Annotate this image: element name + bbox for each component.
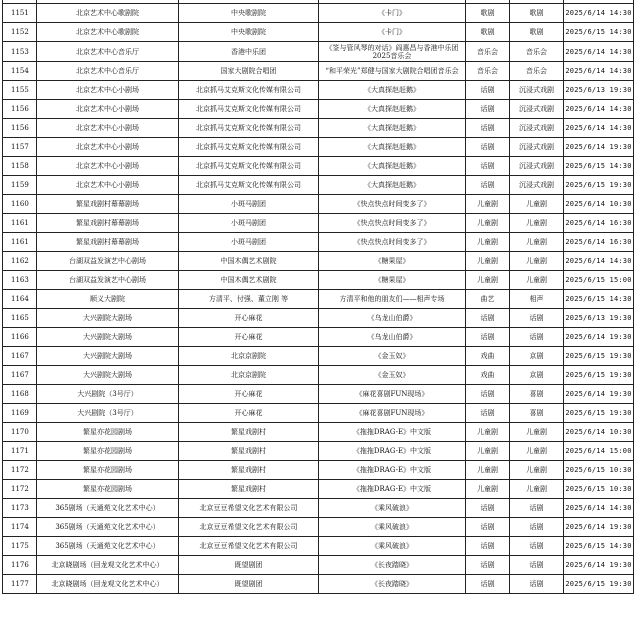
- cell-type: 儿童剧: [510, 271, 564, 290]
- cell-title: 《长夜踏晓》: [319, 556, 466, 575]
- cell-no: 1161: [3, 214, 37, 233]
- cell-no: 1153: [3, 42, 37, 62]
- cell-title: 《筌与管风琴的对话》阎惠昌与香港中乐团2025音乐会: [319, 42, 466, 62]
- cell-organizer: 北京豆豆希望文化艺术有限公司: [179, 537, 319, 556]
- cell-title: 《快点快点时间变多了》: [319, 233, 466, 252]
- cell-type: 歌剧: [510, 4, 564, 23]
- cell-type: 儿童剧: [510, 442, 564, 461]
- performance-schedule-table: [2, 0, 634, 594]
- cell-category: 儿童剧: [466, 442, 510, 461]
- cell-no: 1166: [3, 328, 37, 347]
- schedule-sheet: [2, 0, 638, 594]
- cell-organizer: 开心麻花: [179, 404, 319, 423]
- cell-venue: 大兴剧院大剧场: [37, 309, 179, 328]
- cell-category: 话剧: [466, 176, 510, 195]
- cell-organizer: 方清平、付强、董立刚 等: [179, 290, 319, 309]
- cell-category: 歌剧: [466, 4, 510, 23]
- cell-title: 《大真探赵赶鹅》: [319, 100, 466, 119]
- table-row: [3, 138, 634, 157]
- cell-organizer: 北京抓马艾克斯文化传媒有限公司: [179, 176, 319, 195]
- cell-organizer: 国家大剧院合唱团: [179, 62, 319, 81]
- cell-no: 1164: [3, 290, 37, 309]
- cell-title: 《拖拖DRAG-E》中文版: [319, 423, 466, 442]
- cell-type: 京剧: [510, 347, 564, 366]
- table-row: [3, 100, 634, 119]
- cell-venue: 繁星亦花园剧场: [37, 480, 179, 499]
- cell-time: 2025/6/14 10:30: [564, 195, 634, 214]
- cell-venue: 365剧场（天通苑文化艺术中心）: [37, 499, 179, 518]
- table-row: [3, 575, 634, 594]
- cell-category: 儿童剧: [466, 195, 510, 214]
- cell-title: 《糖果屋》: [319, 252, 466, 271]
- cell-type: 喜剧: [510, 385, 564, 404]
- cell-title: 《大真探赵赶鹅》: [319, 119, 466, 138]
- cell-no: 1170: [3, 423, 37, 442]
- cell-title: 《大真探赵赶鹅》: [319, 176, 466, 195]
- cell-no: 1154: [3, 62, 37, 81]
- cell-no: 1159: [3, 176, 37, 195]
- cell-no: 1151: [3, 4, 37, 23]
- cell-time: 2025/6/15 10:30: [564, 480, 634, 499]
- cell-title: 《乘风破浪》: [319, 518, 466, 537]
- cell-venue: 繁星戏剧村幕幕剧场: [37, 195, 179, 214]
- table-row: [3, 442, 634, 461]
- cell-type: 音乐会: [510, 62, 564, 81]
- cell-no: 1167: [3, 366, 37, 385]
- cell-venue: 365剧场（天通苑文化艺术中心）: [37, 537, 179, 556]
- table-row: [3, 385, 634, 404]
- table-row: [3, 271, 634, 290]
- cell-venue: 繁星亦花园剧场: [37, 423, 179, 442]
- cell-type: 沉浸式戏剧: [510, 138, 564, 157]
- cell-time: 2025/6/15 19:30: [564, 176, 634, 195]
- cell-type: 话剧: [510, 518, 564, 537]
- cell-category: 戏曲: [466, 366, 510, 385]
- cell-venue: 北京艺术中心歌剧院: [37, 23, 179, 42]
- cell-venue: 北京艺术中心小剧场: [37, 138, 179, 157]
- cell-type: 话剧: [510, 556, 564, 575]
- cell-venue: 北京晓剧场（回龙观文化艺术中心）: [37, 575, 179, 594]
- cell-type: 儿童剧: [510, 423, 564, 442]
- table-row: [3, 252, 634, 271]
- cell-no: 1156: [3, 100, 37, 119]
- cell-category: 儿童剧: [466, 214, 510, 233]
- table-row: [3, 518, 634, 537]
- cell-organizer: 开心麻花: [179, 328, 319, 347]
- cell-title: 《卡门》: [319, 23, 466, 42]
- cell-venue: 繁星亦花园剧场: [37, 442, 179, 461]
- table-row: [3, 233, 634, 252]
- table-row: [3, 347, 634, 366]
- cell-category: 儿童剧: [466, 233, 510, 252]
- table-row: [3, 461, 634, 480]
- cell-time: 2025/6/15 14:30: [564, 537, 634, 556]
- table-row: [3, 480, 634, 499]
- cell-organizer: 香港中乐团: [179, 42, 319, 62]
- cell-type: 儿童剧: [510, 480, 564, 499]
- cell-category: 音乐会: [466, 62, 510, 81]
- table-row: [3, 499, 634, 518]
- cell-venue: 台湖双益发演艺中心剧场: [37, 252, 179, 271]
- cell-no: 1175: [3, 537, 37, 556]
- table-row: [3, 537, 634, 556]
- cell-title: 《金玉奴》: [319, 366, 466, 385]
- table-row: [3, 423, 634, 442]
- cell-title: 《快点快点时间变多了》: [319, 195, 466, 214]
- cell-venue: 大兴剧院大剧场: [37, 366, 179, 385]
- table-row: [3, 23, 634, 42]
- cell-title: 《卡门》: [319, 4, 466, 23]
- cell-organizer: 繁星戏剧村: [179, 442, 319, 461]
- table-row: [3, 290, 634, 309]
- cell-time: 2025/6/15 19:30: [564, 347, 634, 366]
- table-row: [3, 157, 634, 176]
- table-row: [3, 309, 634, 328]
- cell-category: 话剧: [466, 575, 510, 594]
- cell-category: 曲艺: [466, 290, 510, 309]
- cell-category: 儿童剧: [466, 252, 510, 271]
- cell-type: 沉浸式戏剧: [510, 100, 564, 119]
- cell-title: 《麻花喜剧FUN现场》: [319, 404, 466, 423]
- cell-type: 儿童剧: [510, 214, 564, 233]
- cell-time: 2025/6/14 14:30: [564, 4, 634, 23]
- cell-venue: 台湖双益发演艺中心剧场: [37, 271, 179, 290]
- cell-category: 儿童剧: [466, 461, 510, 480]
- cell-type: 歌剧: [510, 23, 564, 42]
- cell-organizer: 北京京剧院: [179, 366, 319, 385]
- cell-venue: 北京艺术中心小剧场: [37, 100, 179, 119]
- cell-no: 1168: [3, 385, 37, 404]
- cell-time: 2025/6/14 10:30: [564, 423, 634, 442]
- cell-venue: 北京艺术中心音乐厅: [37, 62, 179, 81]
- cell-category: 戏曲: [466, 347, 510, 366]
- cell-title: 《大真探赵赶鹅》: [319, 157, 466, 176]
- cell-organizer: 北京抓马艾克斯文化传媒有限公司: [179, 138, 319, 157]
- cell-organizer: 开心麻花: [179, 385, 319, 404]
- cell-time: 2025/6/15 14:30: [564, 23, 634, 42]
- cell-category: 话剧: [466, 518, 510, 537]
- cell-venue: 北京晓剧场（回龙观文化艺术中心）: [37, 556, 179, 575]
- cell-no: 1171: [3, 442, 37, 461]
- cell-venue: 北京艺术中心小剧场: [37, 81, 179, 100]
- cell-time: 2025/6/15 19:30: [564, 366, 634, 385]
- cell-no: 1169: [3, 404, 37, 423]
- table-row: [3, 366, 634, 385]
- cell-category: 儿童剧: [466, 480, 510, 499]
- table-row: [3, 556, 634, 575]
- cell-no: 1157: [3, 138, 37, 157]
- cell-type: 沉浸式戏剧: [510, 157, 564, 176]
- cell-venue: 大兴剧院（3号厅）: [37, 385, 179, 404]
- cell-time: 2025/6/14 19:30: [564, 385, 634, 404]
- cell-type: 儿童剧: [510, 195, 564, 214]
- cell-venue: 繁星亦花园剧场: [37, 461, 179, 480]
- cell-category: 儿童剧: [466, 423, 510, 442]
- cell-type: 话剧: [510, 537, 564, 556]
- cell-time: 2025/6/14 19:30: [564, 518, 634, 537]
- cell-title: 《拖拖DRAG-E》中文版: [319, 480, 466, 499]
- cell-time: 2025/6/14 14:30: [564, 100, 634, 119]
- cell-venue: 北京艺术中心音乐厅: [37, 42, 179, 62]
- cell-type: 话剧: [510, 499, 564, 518]
- cell-title: 方清平和他的朋友们——相声专场: [319, 290, 466, 309]
- cell-organizer: 繁星戏剧村: [179, 461, 319, 480]
- cell-no: 1162: [3, 252, 37, 271]
- cell-no: 1177: [3, 575, 37, 594]
- table-row: [3, 328, 634, 347]
- cell-title: 《拖拖DRAG-E》中文版: [319, 442, 466, 461]
- cell-organizer: 北京抓马艾克斯文化传媒有限公司: [179, 119, 319, 138]
- cell-no: 1158: [3, 157, 37, 176]
- cell-organizer: 北京豆豆希望文化艺术有限公司: [179, 518, 319, 537]
- cell-time: 2025/6/13 19:30: [564, 309, 634, 328]
- table-row: [3, 195, 634, 214]
- cell-venue: 大兴剧院大剧场: [37, 347, 179, 366]
- cell-title: 《长夜踏晓》: [319, 575, 466, 594]
- cell-time: 2025/6/14 14:30: [564, 119, 634, 138]
- cell-type: 沉浸式戏剧: [510, 119, 564, 138]
- cell-type: 沉浸式戏剧: [510, 81, 564, 100]
- cell-organizer: 北京豆豆希望文化艺术有限公司: [179, 499, 319, 518]
- cell-category: 话剧: [466, 556, 510, 575]
- cell-category: 儿童剧: [466, 271, 510, 290]
- cell-organizer: 中央歌剧院: [179, 23, 319, 42]
- cell-time: 2025/6/15 19:30: [564, 404, 634, 423]
- cell-time: 2025/6/15 15:00: [564, 271, 634, 290]
- cell-title: 《乘风破浪》: [319, 537, 466, 556]
- cell-venue: 顺义大剧院: [37, 290, 179, 309]
- cell-organizer: 小斑马剧团: [179, 195, 319, 214]
- cell-type: 话剧: [510, 575, 564, 594]
- cell-title: 《乌龙山伯爵》: [319, 309, 466, 328]
- table-row: [3, 404, 634, 423]
- table-row: [3, 214, 634, 233]
- cell-title: 《大真探赵赶鹅》: [319, 81, 466, 100]
- cell-venue: 365剧场（天通苑文化艺术中心）: [37, 518, 179, 537]
- cell-venue: 北京艺术中心歌剧院: [37, 4, 179, 23]
- cell-venue: 繁星戏剧村幕幕剧场: [37, 233, 179, 252]
- cell-organizer: 既望剧团: [179, 556, 319, 575]
- table-row: [3, 62, 634, 81]
- cell-organizer: 开心麻花: [179, 309, 319, 328]
- cell-category: 话剧: [466, 499, 510, 518]
- cell-category: 话剧: [466, 119, 510, 138]
- cell-time: 2025/6/15 19:30: [564, 575, 634, 594]
- cell-type: 儿童剧: [510, 233, 564, 252]
- cell-organizer: 繁星戏剧村: [179, 423, 319, 442]
- cell-title: 《糖果屋》: [319, 271, 466, 290]
- cell-no: 1156: [3, 119, 37, 138]
- cell-time: 2025/6/14 14:30: [564, 42, 634, 62]
- cell-type: 京剧: [510, 366, 564, 385]
- table-row: [3, 42, 634, 62]
- cell-time: 2025/6/15 14:30: [564, 157, 634, 176]
- cell-title: 《金玉奴》: [319, 347, 466, 366]
- cell-venue: 北京艺术中心小剧场: [37, 157, 179, 176]
- cell-no: 1155: [3, 81, 37, 100]
- cell-venue: 繁星戏剧村幕幕剧场: [37, 214, 179, 233]
- cell-category: 话剧: [466, 537, 510, 556]
- cell-type: 儿童剧: [510, 252, 564, 271]
- cell-organizer: 中央歌剧院: [179, 4, 319, 23]
- cell-no: 1165: [3, 309, 37, 328]
- cell-no: 1152: [3, 23, 37, 42]
- cell-type: 话剧: [510, 309, 564, 328]
- cell-category: 话剧: [466, 138, 510, 157]
- cell-category: 歌剧: [466, 23, 510, 42]
- cell-time: 2025/6/14 16:30: [564, 214, 634, 233]
- cell-time: 2025/6/14 19:30: [564, 138, 634, 157]
- cell-type: 沉浸式戏剧: [510, 176, 564, 195]
- cell-category: 话剧: [466, 100, 510, 119]
- cell-organizer: 小斑马剧团: [179, 214, 319, 233]
- cell-time: 2025/6/15 10:30: [564, 461, 634, 480]
- cell-venue: 大兴剧院（3号厅）: [37, 404, 179, 423]
- cell-type: 相声: [510, 290, 564, 309]
- cell-no: 1160: [3, 195, 37, 214]
- cell-title: 《快点快点时间变多了》: [319, 214, 466, 233]
- cell-time: 2025/6/14 19:30: [564, 556, 634, 575]
- cell-no: 1172: [3, 480, 37, 499]
- cell-organizer: 既望剧团: [179, 575, 319, 594]
- cell-organizer: 小斑马剧团: [179, 233, 319, 252]
- cell-organizer: 北京抓马艾克斯文化传媒有限公司: [179, 157, 319, 176]
- cell-type: 话剧: [510, 328, 564, 347]
- cell-time: 2025/6/14 14:30: [564, 252, 634, 271]
- cell-no: 1173: [3, 499, 37, 518]
- cell-title: 《乘风破浪》: [319, 499, 466, 518]
- cell-venue: 北京艺术中心小剧场: [37, 176, 179, 195]
- cell-title: 《乌龙山伯爵》: [319, 328, 466, 347]
- cell-venue: 北京艺术中心小剧场: [37, 119, 179, 138]
- cell-type: 喜剧: [510, 404, 564, 423]
- cell-title: “和平荣光”郑健与国家大剧院合唱团音乐会: [319, 62, 466, 81]
- cell-time: 2025/6/14 14:30: [564, 499, 634, 518]
- cell-category: 话剧: [466, 404, 510, 423]
- cell-time: 2025/6/13 19:30: [564, 81, 634, 100]
- table-row: [3, 176, 634, 195]
- cell-venue: 大兴剧院大剧场: [37, 328, 179, 347]
- table-row: [3, 4, 634, 23]
- cell-organizer: 北京抓马艾克斯文化传媒有限公司: [179, 81, 319, 100]
- cell-category: 话剧: [466, 309, 510, 328]
- cell-type: 音乐会: [510, 42, 564, 62]
- cell-no: 1163: [3, 271, 37, 290]
- cell-no: 1172: [3, 461, 37, 480]
- cell-organizer: 北京京剧院: [179, 347, 319, 366]
- table-body: [3, 0, 634, 594]
- cell-time: 2025/6/14 16:30: [564, 233, 634, 252]
- cell-no: 1176: [3, 556, 37, 575]
- cell-organizer: 北京抓马艾克斯文化传媒有限公司: [179, 100, 319, 119]
- cell-time: 2025/6/14 19:30: [564, 328, 634, 347]
- cell-title: 《麻花喜剧FUN现场》: [319, 385, 466, 404]
- cell-category: 话剧: [466, 385, 510, 404]
- cell-time: 2025/6/14 14:30: [564, 62, 634, 81]
- cell-no: 1161: [3, 233, 37, 252]
- cell-organizer: 中国木偶艺术剧院: [179, 271, 319, 290]
- table-row: [3, 81, 634, 100]
- cell-title: 《大真探赵赶鹅》: [319, 138, 466, 157]
- cell-title: 《拖拖DRAG-E》中文版: [319, 461, 466, 480]
- cell-category: 音乐会: [466, 42, 510, 62]
- cell-organizer: 繁星戏剧村: [179, 480, 319, 499]
- table-row: [3, 119, 634, 138]
- cell-category: 话剧: [466, 81, 510, 100]
- cell-category: 话剧: [466, 328, 510, 347]
- cell-time: 2025/6/15 14:30: [564, 290, 634, 309]
- cell-no: 1174: [3, 518, 37, 537]
- cell-category: 话剧: [466, 157, 510, 176]
- cell-no: 1167: [3, 347, 37, 366]
- cell-organizer: 中国木偶艺术剧院: [179, 252, 319, 271]
- cell-type: 儿童剧: [510, 461, 564, 480]
- cell-time: 2025/6/14 15:00: [564, 442, 634, 461]
